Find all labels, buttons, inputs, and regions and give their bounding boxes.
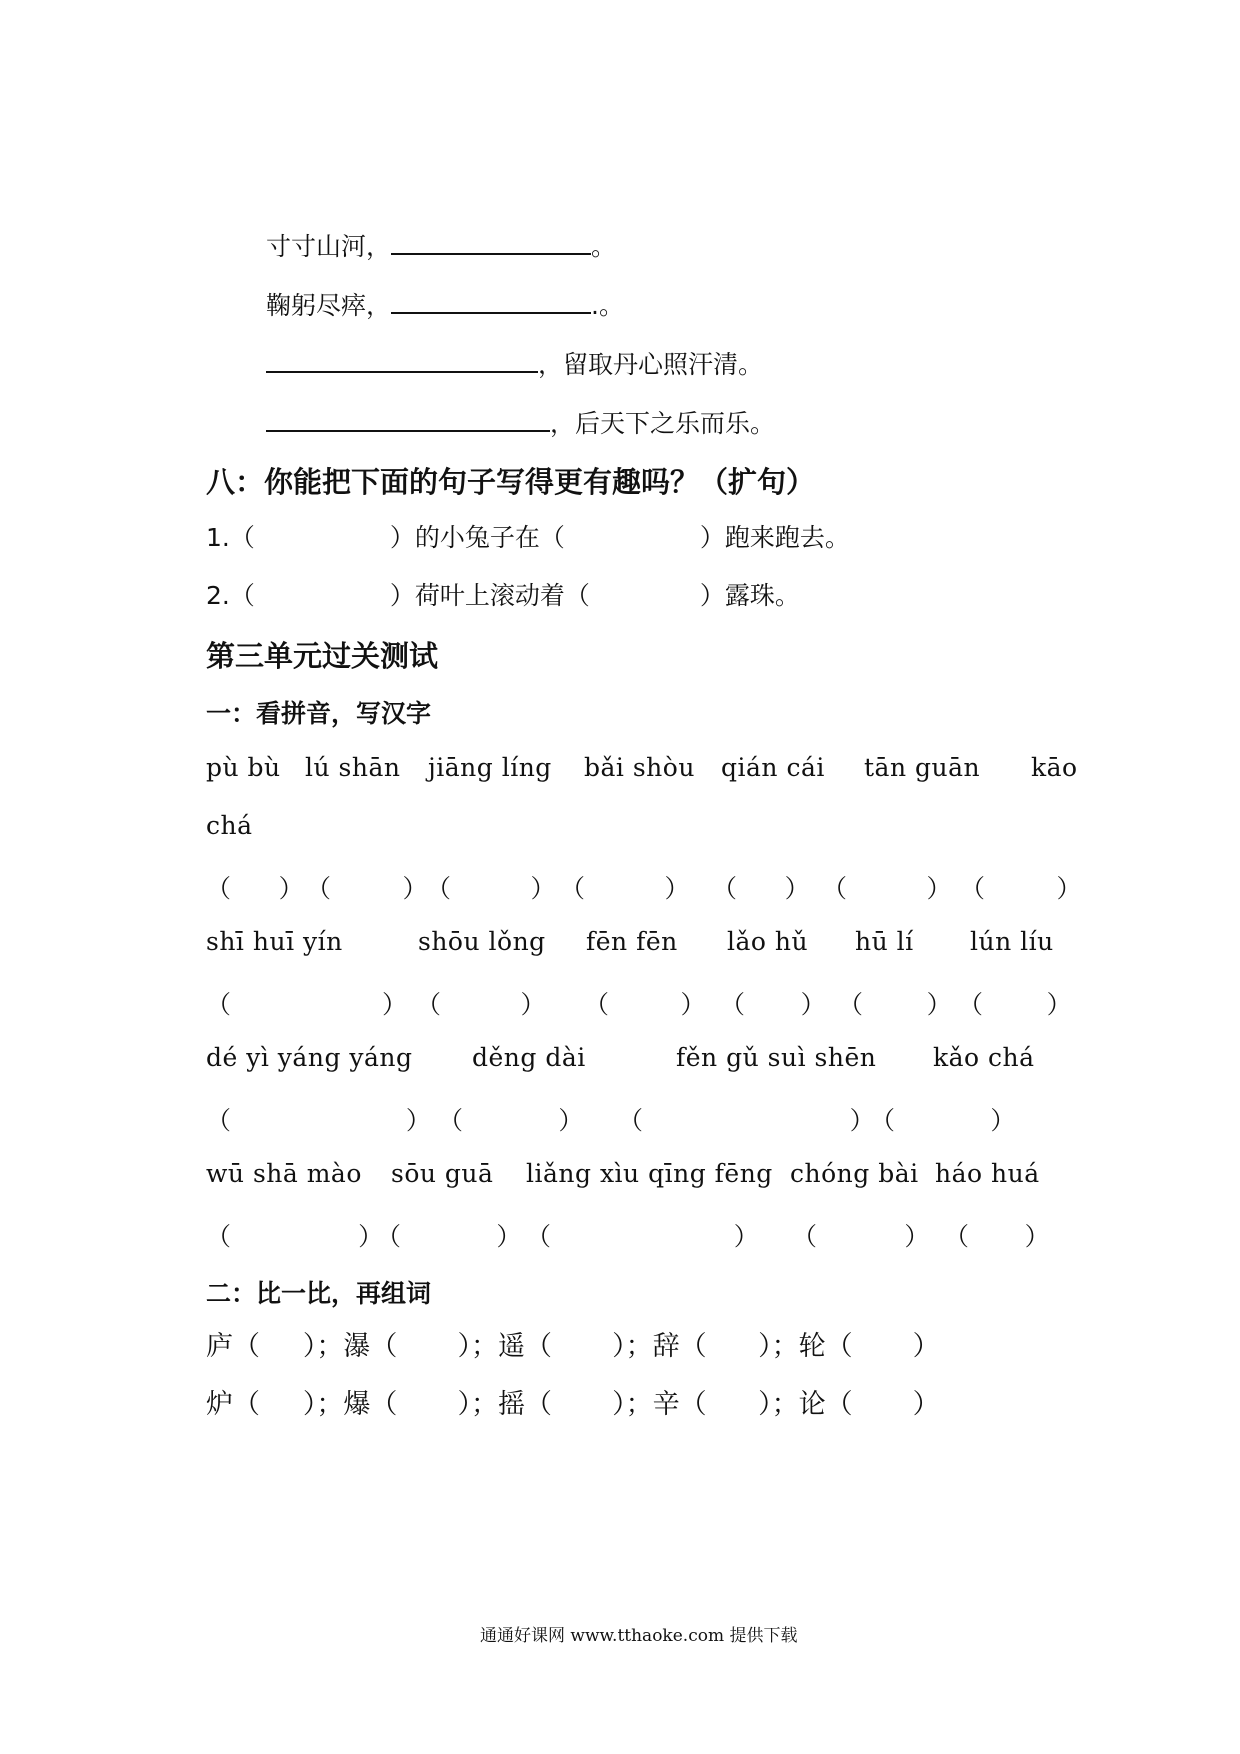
pinyin-word: qián cái — [721, 753, 825, 782]
answer-parens[interactable]: （ ）； — [525, 1389, 653, 1420]
answer-parens[interactable]: （ ） — [618, 1106, 875, 1135]
pinyin-word: fěn gǔ suì shēn — [676, 1043, 877, 1072]
part1-title: 一：看拼音，写汉字 — [206, 699, 432, 728]
page-footer: 通通好课网 www.tthaoke.com 提供下载 — [480, 1626, 798, 1646]
pinyin-word: hū lí — [855, 927, 914, 956]
answer-parens[interactable]: （ ）； — [370, 1331, 498, 1362]
answer-parens[interactable]: （ ） — [825, 1389, 940, 1420]
poem-line-3: ，留取丹心照汗清。 — [266, 348, 763, 382]
compare-row-2: 炉（ ）；爆（ ）；摇（ ）；辛（ ）；论（ ） — [206, 1389, 940, 1420]
answer-blank[interactable] — [266, 408, 550, 432]
answer-parens[interactable]: （ ） — [438, 1106, 584, 1135]
pinyin-word: sōu guā — [391, 1159, 494, 1188]
answer-parens[interactable]: （ ） — [870, 1106, 1016, 1135]
poem-line-2: 鞠躬尽瘁， .。 — [266, 291, 624, 320]
answer-parens[interactable]: （ ） — [426, 874, 556, 903]
section8-item-2: 2.（ ）荷叶上滚动着（ ）露珠。 — [206, 581, 800, 610]
section8-title: 八：你能把下面的句子写得更有趣吗？（扩句） — [206, 465, 816, 499]
pinyin-word: děng dài — [472, 1043, 586, 1072]
pinyin-word: lún líu — [970, 927, 1054, 956]
answer-parens[interactable]: （ ） — [584, 990, 706, 1019]
answer-parens[interactable]: （ ）； — [233, 1389, 344, 1420]
answer-parens[interactable]: （ ） — [944, 1222, 1050, 1251]
pinyin-word: lú shān — [305, 753, 401, 782]
pinyin-word: kǎo chá — [933, 1043, 1035, 1072]
answer-parens[interactable]: （ ） — [825, 1331, 940, 1362]
answer-parens[interactable]: （ ） — [720, 990, 826, 1019]
unit-title: 第三单元过关测试 — [206, 639, 439, 673]
pinyin-word: dé yì yáng yáng — [206, 1043, 413, 1072]
pinyin-word: lǎo hǔ — [727, 927, 809, 956]
pinyin-word: kāo — [1031, 753, 1078, 782]
poem-line-4: ，后天下之乐而乐。 — [266, 407, 775, 441]
answer-parens[interactable]: （ ）； — [679, 1389, 799, 1420]
pinyin-word: háo huá — [935, 1159, 1040, 1188]
answer-parens[interactable]: （ ） — [526, 1222, 759, 1251]
answer-parens[interactable]: （ ） — [206, 1222, 384, 1251]
answer-parens[interactable]: （ ） — [416, 990, 546, 1019]
pinyin-word: jiāng líng — [428, 753, 552, 782]
answer-parens[interactable]: （ ）； — [525, 1331, 653, 1362]
answer-parens[interactable]: （ ） — [206, 874, 304, 903]
answer-parens[interactable]: （ ） — [958, 990, 1072, 1019]
pinyin-word: pù bù — [206, 753, 281, 782]
pinyin-word: shī huī yín — [206, 927, 343, 956]
answer-parens[interactable]: （ ） — [960, 874, 1082, 903]
answer-parens[interactable]: （ ）； — [370, 1389, 498, 1420]
poem-line-1: 寸寸山河， 。 — [266, 232, 617, 261]
answer-parens[interactable]: （ ） — [792, 1222, 930, 1251]
pinyin-word: bǎi shòu — [584, 753, 695, 782]
answer-parens[interactable]: （ ） — [206, 1106, 431, 1135]
pinyin-word: tān guān — [864, 753, 981, 782]
answer-blank[interactable] — [391, 231, 591, 255]
answer-parens[interactable]: （ ） — [822, 874, 952, 903]
answer-parens[interactable]: （ ） — [838, 990, 952, 1019]
pinyin-word: shōu lǒng — [418, 927, 546, 956]
answer-parens[interactable]: （ ） — [712, 874, 810, 903]
answer-blank[interactable] — [391, 290, 591, 314]
part2-title: 二：比一比，再组词 — [206, 1279, 432, 1308]
answer-parens[interactable]: （ ）； — [679, 1331, 799, 1362]
answer-blank[interactable] — [266, 349, 538, 373]
pinyin-word: chá — [206, 811, 253, 840]
pinyin-word: liǎng xìu qīng fēng — [526, 1159, 773, 1188]
answer-parens[interactable]: （ ） — [206, 990, 407, 1019]
answer-parens[interactable]: （ ） — [376, 1222, 522, 1251]
compare-row-1: 庐（ ）；瀑（ ）；遥（ ）；辞（ ）；轮（ ） — [206, 1331, 940, 1362]
pinyin-word: fēn fēn — [586, 927, 678, 956]
answer-parens[interactable]: （ ） — [306, 874, 428, 903]
answer-parens[interactable]: （ ）； — [233, 1331, 344, 1362]
pinyin-word: wū shā mào — [206, 1159, 362, 1188]
pinyin-word: chóng bài — [790, 1159, 919, 1188]
answer-parens[interactable]: （ ） — [560, 874, 690, 903]
section8-item-1: 1.（ ）的小兔子在（ ）跑来跑去。 — [206, 523, 850, 552]
